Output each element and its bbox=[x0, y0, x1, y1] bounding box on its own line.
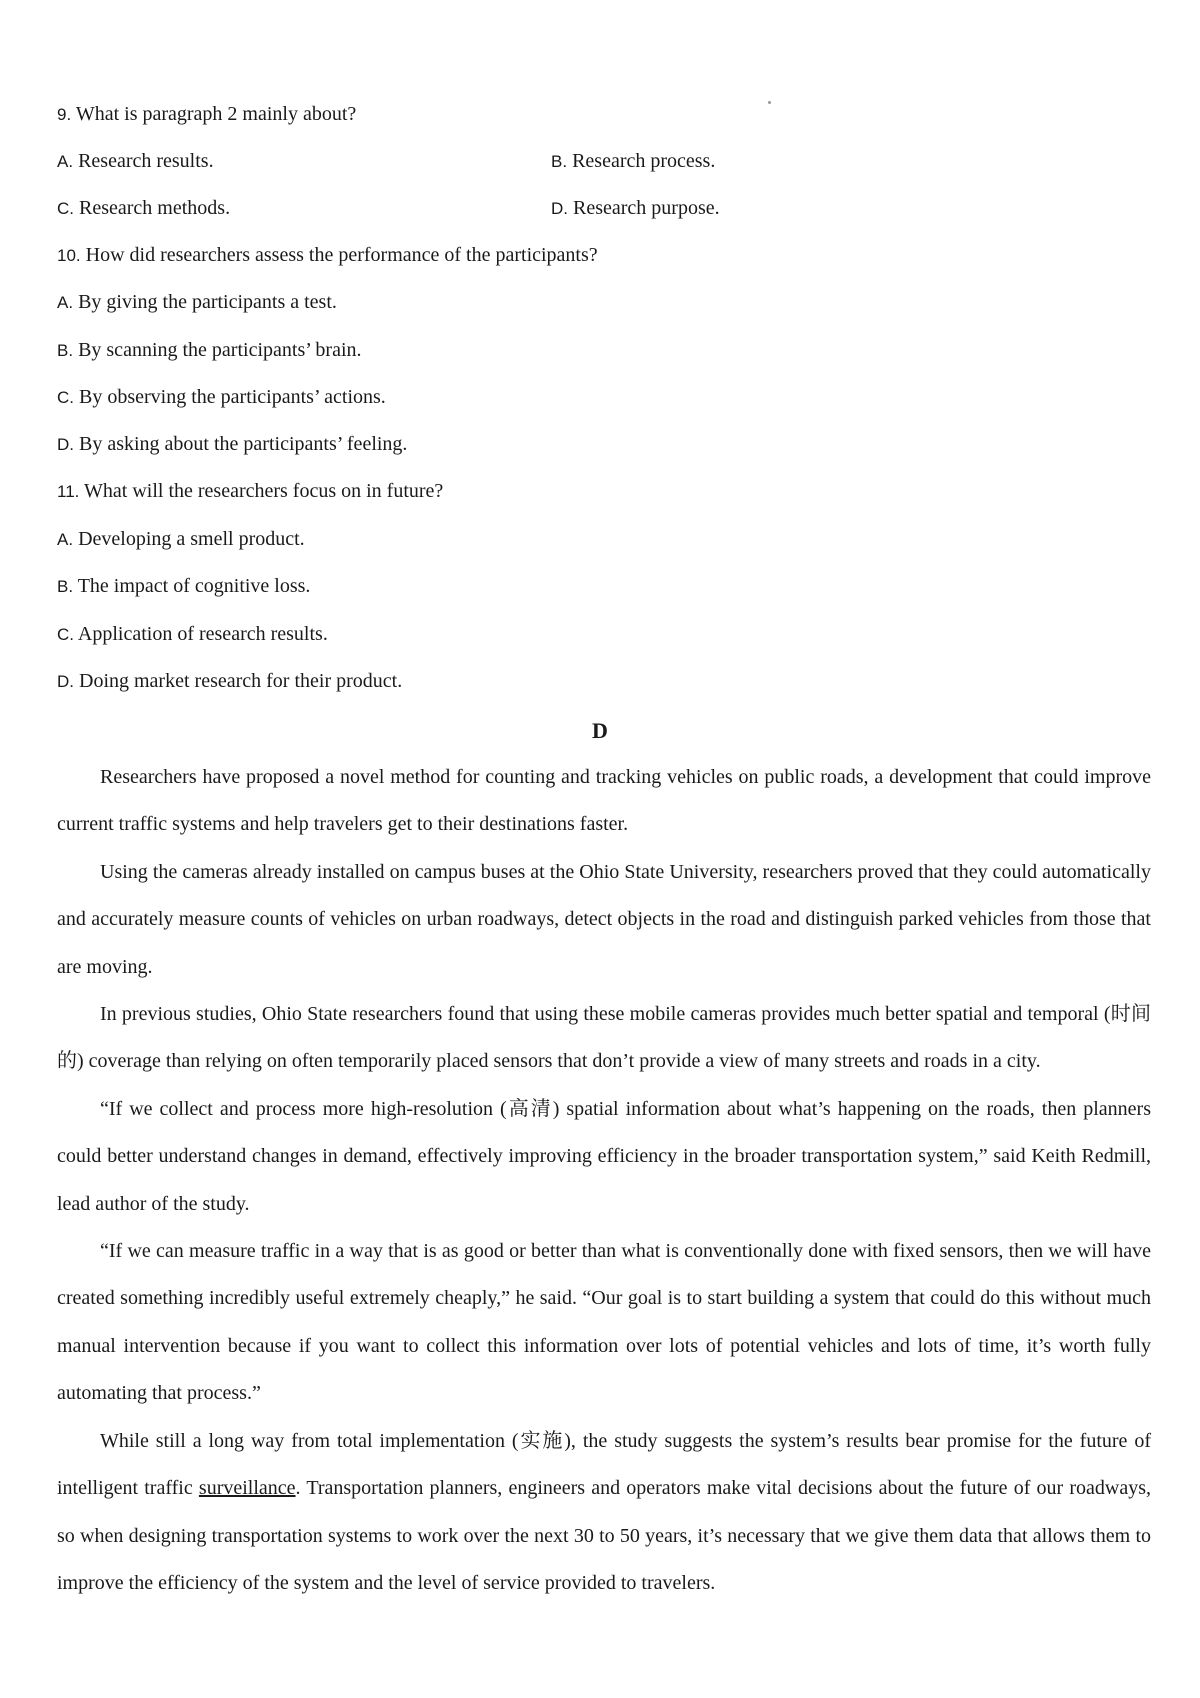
q9-option-b bbox=[551, 149, 715, 174]
q9-option-d bbox=[551, 196, 720, 221]
passage-paragraph-6 bbox=[57, 1418, 1151, 1608]
stray-dot-mark bbox=[768, 101, 771, 104]
q9-option-c bbox=[57, 196, 230, 221]
passage-paragraph-5: “If we can measure traffic in a way that is as good or better than what is conventionally done with fixed sensors, then we will have created something incredibly useful extremely cheaply,” he said. “Our goal is to start building a system that could do this without much manual intervention because if you want to collect this information over lots of potential vehicles and lots of time, it’s worth fully automating that process.” bbox=[57, 1240, 1151, 1405]
option-text: Application of research results. bbox=[77, 623, 328, 645]
option-label: C. bbox=[57, 625, 74, 644]
question-number: 11. bbox=[57, 482, 80, 501]
question-11-stem bbox=[57, 479, 443, 504]
underlined-word: surveillance bbox=[198, 1477, 296, 1500]
option-label: D. bbox=[57, 672, 74, 691]
option-label: A. bbox=[57, 293, 74, 312]
option-text: Research purpose. bbox=[573, 197, 720, 219]
question-10-stem bbox=[57, 243, 598, 268]
question-text: What will the researchers focus on in future? bbox=[84, 480, 444, 502]
option-text: Research methods. bbox=[79, 197, 231, 219]
option-text: By giving the participants a test. bbox=[78, 291, 337, 313]
option-label: B. bbox=[551, 152, 568, 171]
option-text: Doing market research for their product. bbox=[79, 670, 403, 692]
question-text: How did researchers assess the performance of the participants? bbox=[85, 244, 598, 266]
option-text: By observing the participants’ actions. bbox=[79, 386, 386, 408]
passage-paragraph-1: Researchers have proposed a novel method for counting and tracking vehicles on public roads, a development that could improve current traffic systems and help travelers get to their destinations faster. bbox=[57, 766, 1151, 836]
passage-paragraph-2: Using the cameras already installed on campus buses at the Ohio State University, researchers proved that they could automatically and accurately measure counts of vehicles on urban roadways, detect objects in the road and distinguish parked vehicles from those that are moving. bbox=[57, 861, 1151, 978]
option-text: By scanning the participants’ brain. bbox=[78, 339, 362, 361]
passage-title: D bbox=[592, 718, 608, 743]
passage-paragraph-4: “If we collect and process more high-resolution (高清) spatial information about what’s happening on the roads, then planners could better understand changes in demand, effectively improving efficiency in the broader transportation system,” said Keith Redmill, lead author of the study. bbox=[57, 1098, 1151, 1215]
option-label: D. bbox=[551, 199, 568, 218]
option-label: C. bbox=[57, 388, 74, 407]
paragraph-text-before: While still a long way from total implementation (实施), the study suggests the system’s results bear promise for the future of intelligent traffic bbox=[57, 1430, 1151, 1500]
q10-option-b bbox=[57, 338, 362, 363]
option-text: Research process. bbox=[572, 150, 716, 172]
q10-option-a bbox=[57, 290, 337, 315]
q9-option-a bbox=[57, 149, 214, 174]
q11-option-b bbox=[57, 574, 310, 599]
q11-option-d bbox=[57, 669, 402, 694]
option-text: Research results. bbox=[78, 150, 214, 172]
q10-option-c bbox=[57, 385, 386, 410]
option-text: The impact of cognitive loss. bbox=[77, 575, 311, 597]
option-label: D. bbox=[57, 435, 74, 454]
passage-paragraph-3: In previous studies, Ohio State researchers found that using these mobile cameras provides much better spatial and temporal (时间的) coverage than relying on often temporarily placed sensors that don’t provide a view of many streets and roads in a city. bbox=[57, 1003, 1151, 1073]
option-label: B. bbox=[57, 341, 74, 360]
option-text: By asking about the participants’ feeling. bbox=[79, 433, 408, 455]
question-number: 10. bbox=[57, 246, 81, 265]
option-label: A. bbox=[57, 530, 74, 549]
q11-option-c bbox=[57, 622, 328, 647]
option-text: Developing a smell product. bbox=[78, 528, 305, 550]
q11-option-a bbox=[57, 527, 305, 552]
question-9-stem bbox=[57, 102, 356, 127]
q10-option-d bbox=[57, 432, 407, 457]
question-number: 9. bbox=[57, 105, 72, 124]
question-text: What is paragraph 2 mainly about? bbox=[75, 103, 357, 125]
option-label: C. bbox=[57, 199, 74, 218]
paragraph-text-after: . Transportation planners, engineers and operators make vital decisions about the future of our roadways, so when designing transportation systems to work over the next 30 to 50 years, it’s necessary that we give them data that allows them to improve the efficiency of the system and the level of service provided to travelers. bbox=[57, 1477, 1151, 1595]
option-label: A. bbox=[57, 152, 74, 171]
option-label: B. bbox=[57, 577, 74, 596]
